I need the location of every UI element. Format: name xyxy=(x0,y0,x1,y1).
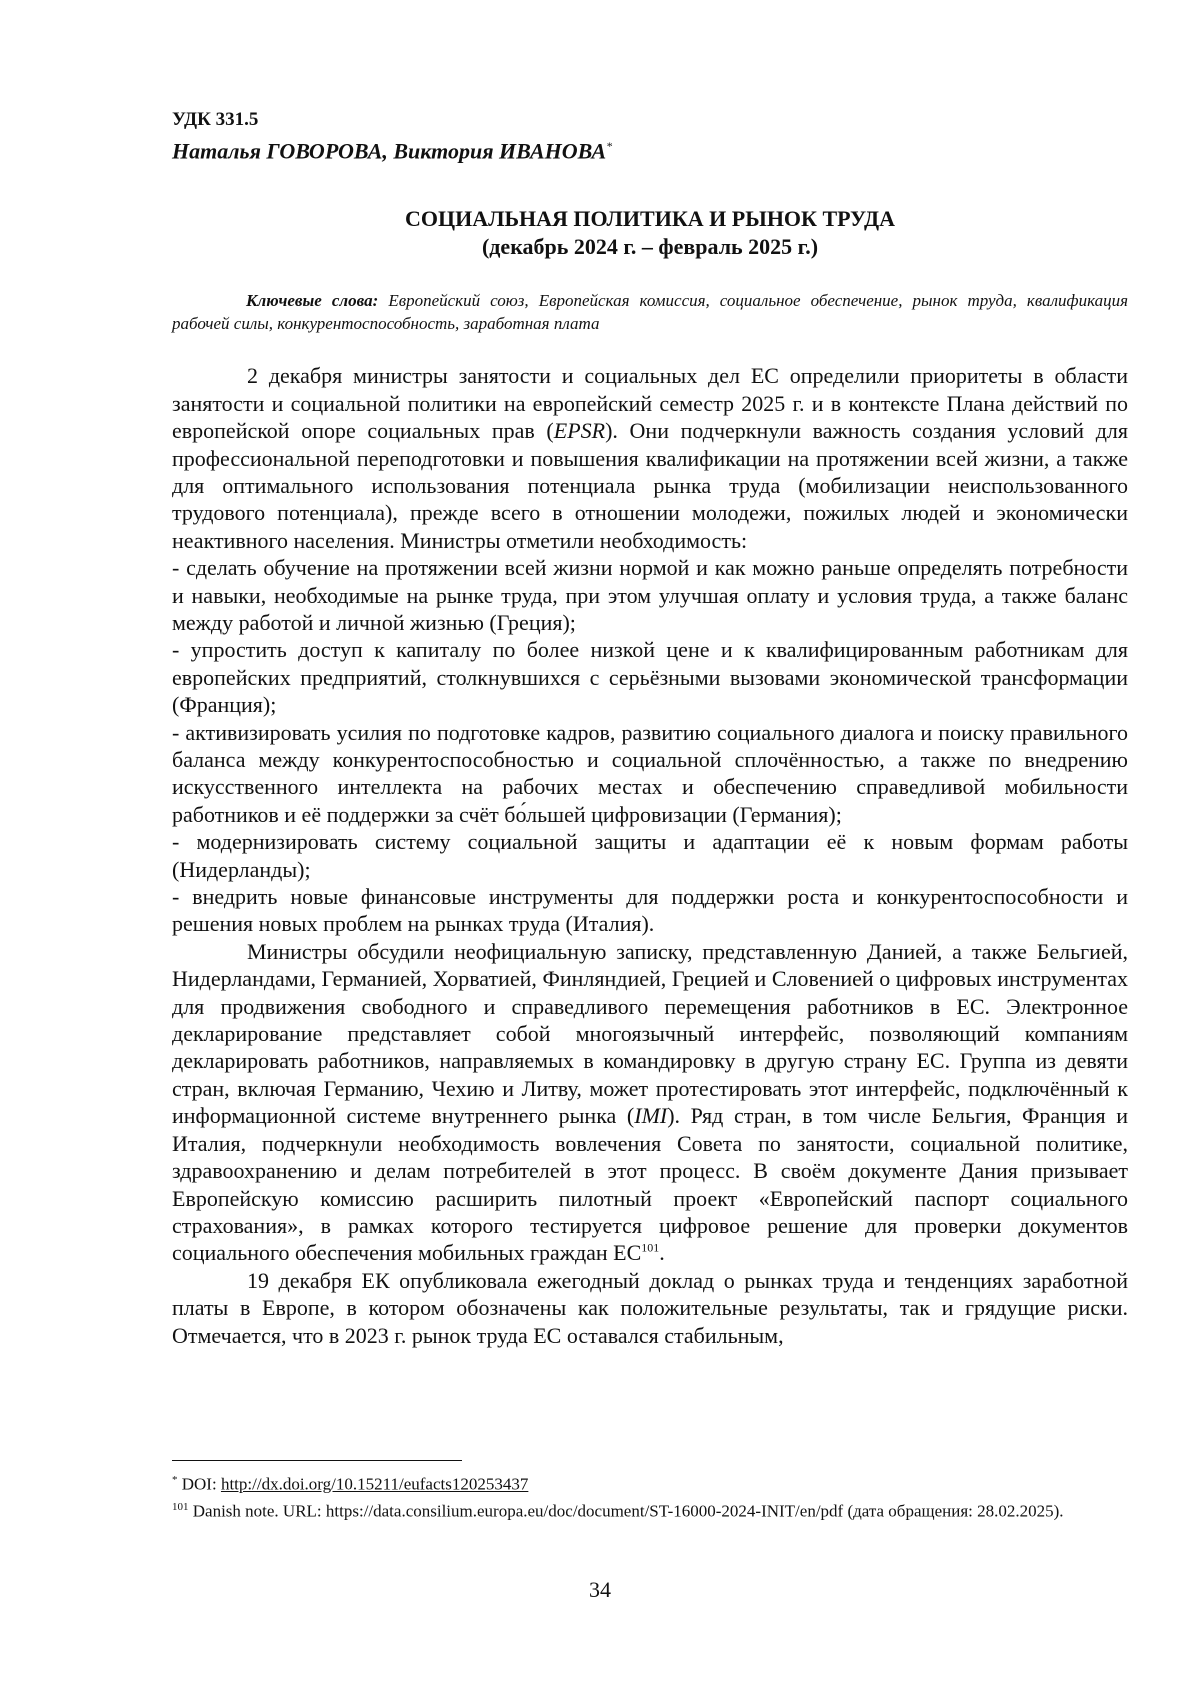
footnote-ref-101[interactable]: 101 xyxy=(641,1241,660,1255)
footnote-mark-101: 101 xyxy=(172,1500,189,1513)
footnote-mark-star: * xyxy=(172,1474,178,1486)
footnote-doi xyxy=(172,1469,1128,1496)
article-title xyxy=(172,205,1128,261)
bullet-item: - активизировать усилия по подготовке кадров, развитию социального диалога и поиску правильного баланса между конкурентоспособностью и социальной сплочённостью, а также по внедрению искусственного интеллекта на рабочих местах и обеспечению справедливой мобильности работников и её поддержки за счёт бо́льшей цифровизации (Германия); xyxy=(172,719,1128,827)
page-number: 34 xyxy=(589,1577,611,1602)
paragraph-1 xyxy=(172,362,1128,554)
footnotes xyxy=(172,1469,1128,1522)
udk-code: УДК 331.5 xyxy=(172,109,259,130)
article-body xyxy=(172,362,1128,1349)
paragraph-2-end: . xyxy=(659,1240,665,1266)
authors-names: Наталья ГОВОРОВА, Виктория ИВАНОВА xyxy=(172,138,607,164)
footnote-101 xyxy=(172,1496,1128,1523)
title-line-2: (декабрь 2024 г. – февраль 2025 г.) xyxy=(481,234,819,260)
imi-abbr: IMI xyxy=(634,1103,668,1129)
keywords-label: Ключевые слова: xyxy=(246,291,379,311)
keywords xyxy=(172,289,1128,335)
doi-link[interactable]: http://dx.doi.org/10.15211/eufacts120253437 xyxy=(220,1474,529,1494)
authors xyxy=(172,132,1128,165)
page-content xyxy=(172,108,1128,1349)
paragraph-1-text-cont: ). Они подчеркнули важность создания условий для профессиональной переподготовки и повышения квалификации на протяжении всей жизни, а также для оптимального использования потенциала рынка труда (мобилизации неиспользованного трудового потенциала), прежде всего в отношении молодежи, пожилых людей и экономически неактивного населения. Министры отметили необходимость: xyxy=(172,418,1129,553)
epsr-abbr: EPSR xyxy=(553,418,606,444)
paragraph-1-text: 2 декабря министры занятости и социальных дел ЕС определили приоритеты в области занятости и социальной политики на европейский семестр 2025 г. и в контексте Плана действий по европейской опоре социальных прав ( xyxy=(172,363,1128,444)
bullet-item: - упростить доступ к капиталу по более низкой цене и к квалифицированным работникам для европейских предприятий, столкнувшихся с серьёзными вызовами экономической трансформации (Франция); xyxy=(172,637,1128,718)
footnote-101-text: Danish note. URL: https://data.consilium.europa.eu/doc/document/ST-16000-2024-INIT/en/pdf (дата обращения: 28.02.2025). xyxy=(188,1501,1064,1521)
bullet-item: - сделать обучение на протяжении всей жизни нормой и как можно раньше определять потребности и навыки, необходимые на рынке труда, при этом улучшая оплату и условия труда, а также баланс между работой и личной жизнью (Греция); xyxy=(172,555,1128,635)
bullet-item: - внедрить новые финансовые инструменты для поддержки роста и конкурентоспособности и решения новых проблем на рынках труда (Италия). xyxy=(172,884,1128,937)
footnote-doi-label: DOI: xyxy=(177,1474,221,1494)
authors-footnote-mark[interactable]: * xyxy=(606,139,613,153)
title-line-1: СОЦИАЛЬНАЯ ПОЛИТИКА И РЫНОК ТРУДА xyxy=(404,206,896,232)
footnote-separator xyxy=(172,1460,462,1461)
paragraph-2-text-cont: ). Ряд стран, в том числе Бельгия, Франция и Италия, подчеркнули необходимость вовлечения Совета по занятости, социальной политике, здравоохранению и делам потребителей в этот процесс. В своём документе Дания призывает Европейскую комиссию расширить пилотный проект «Европейский паспорт социального страхования», в рамках которого тестируется цифровое решение для проверки документов социального обеспечения мобильных граждан ЕС xyxy=(172,1103,1129,1266)
paragraph-2-text: Министры обсудили неофициальную записку, представленную Данией, а также Бельгией, Нидерландами, Германией, Хорватией, Финляндией, Грецией и Словенией о цифровых инструментах для продвижения свободного и справедливого перемещения работников в ЕС. Электронное декларирование представляет собой многоязычный интерфейс, позволяющий компаниям декларировать работников, направляемых в командировку в другую страну ЕС. Группа из девяти стран, включая Германию, Чехию и Литву, может протестировать этот интерфейс, подключённый к информационной системе внутреннего рынка ( xyxy=(172,938,1128,1129)
bullet-item: - модернизировать систему социальной защиты и адаптации её к новым формам работы (Нидерланды); xyxy=(172,829,1128,882)
paragraph-2 xyxy=(172,938,1128,1267)
paragraph-3: 19 декабря ЕК опубликовала ежегодный доклад о рынках труда и тенденциях заработной платы в Европе, в котором обозначены как положительные результаты, так и грядущие риски. Отмечается, что в 2023 г. рынок труда ЕС оставался стабильным, xyxy=(172,1267,1128,1348)
keywords-text: Европейский союз, Европейская комиссия, социальное обеспечение, рынок труда, квалификация рабочей силы, конкурентоспособность, заработная плата xyxy=(172,291,1128,334)
